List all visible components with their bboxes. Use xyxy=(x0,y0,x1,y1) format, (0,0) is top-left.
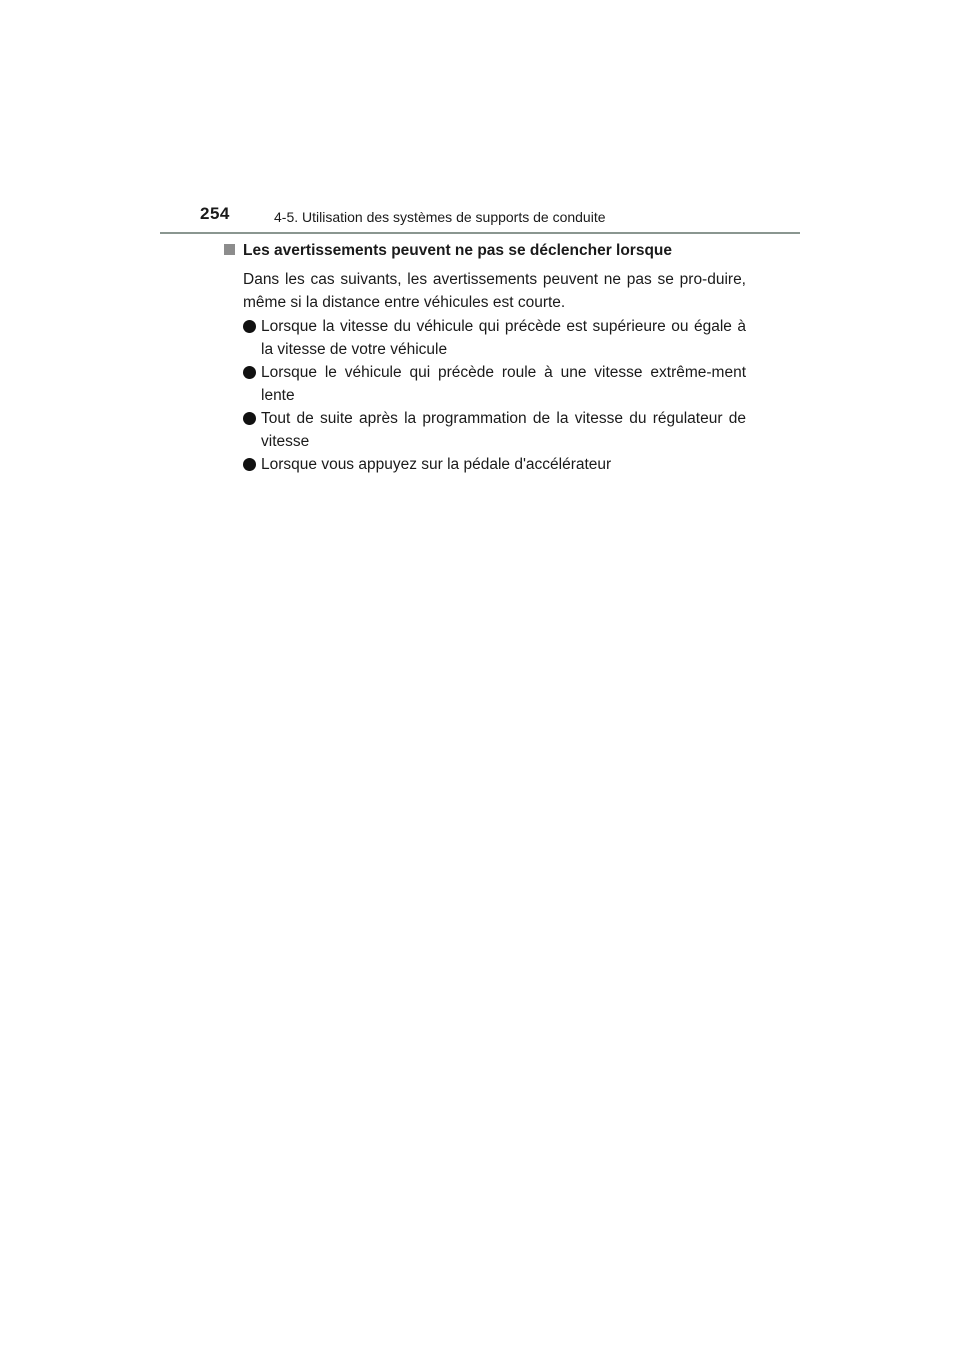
list-item xyxy=(243,361,746,407)
section-heading-text: Les avertissements peuvent ne pas se déclencher lorsque xyxy=(243,242,673,259)
list-item xyxy=(243,453,746,476)
page-header xyxy=(160,204,800,234)
round-bullet-icon xyxy=(243,320,256,333)
list-item xyxy=(243,407,746,453)
list-item-text: Lorsque vous appuyez sur la pédale d'accélérateur xyxy=(261,456,612,473)
section-title: 4-5. Utilisation des systèmes de supports de conduite xyxy=(274,209,606,225)
intro-paragraph: Dans les cas suivants, les avertissements peuvent ne pas se pro-duire, même si la distance entre véhicules est courte. xyxy=(243,271,746,311)
bullet-list xyxy=(224,315,746,476)
page-number: 254 xyxy=(200,204,230,223)
page-content xyxy=(224,242,746,476)
square-bullet-icon xyxy=(224,244,235,255)
round-bullet-icon xyxy=(243,412,256,425)
round-bullet-icon xyxy=(243,458,256,471)
list-item-text: Lorsque la vitesse du véhicule qui précède est supérieure ou égale à la vitesse de votre véhicule xyxy=(261,318,746,358)
section-heading xyxy=(224,242,746,260)
header-divider xyxy=(160,232,800,234)
list-item-text: Lorsque le véhicule qui précède roule à une vitesse extrême-ment lente xyxy=(261,364,746,404)
round-bullet-icon xyxy=(243,366,256,379)
list-item xyxy=(243,315,746,361)
list-item-text: Tout de suite après la programmation de la vitesse du régulateur de vitesse xyxy=(261,410,746,450)
